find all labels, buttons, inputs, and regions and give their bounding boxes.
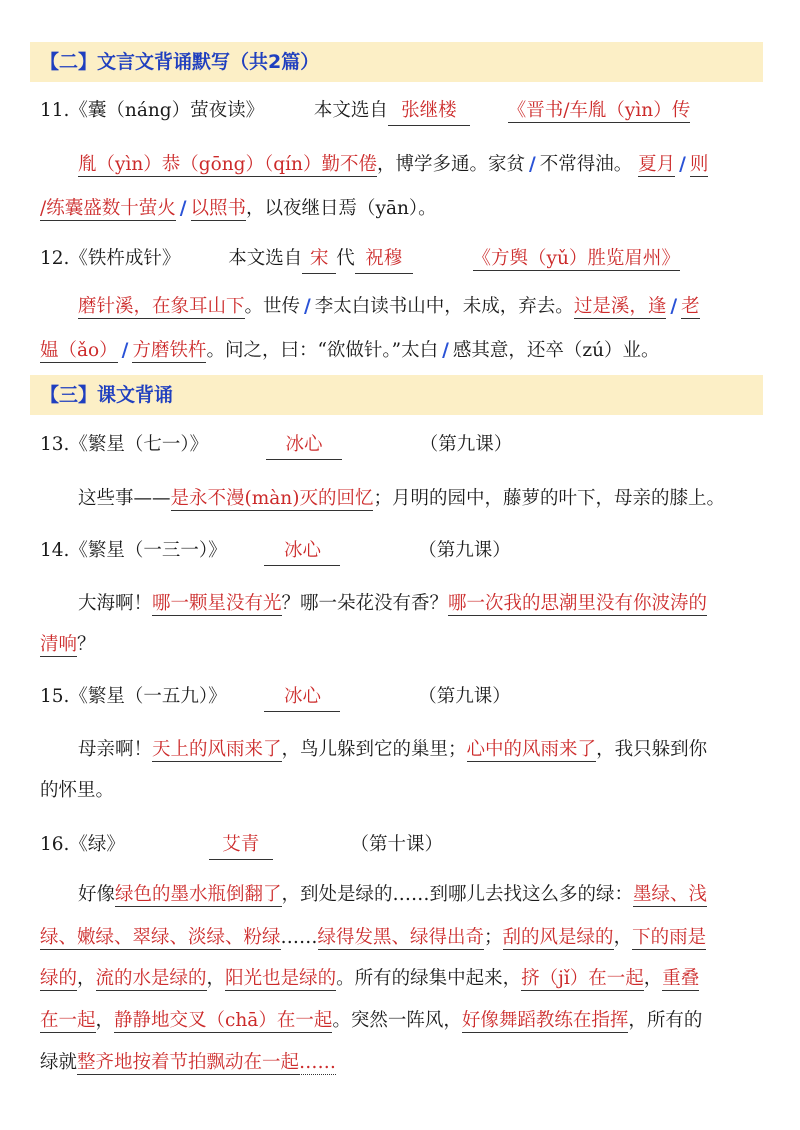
q11-line-2 [78,152,708,178]
q12-dai: 代 [336,248,355,269]
q11-slash-1: / [528,154,536,175]
q11-line-3 [40,196,437,222]
q12-line-2 [78,294,700,320]
q11-text-1: ，博学多通。家贫 [376,154,525,175]
q16-title: 《绿》 [69,834,125,855]
q11-title: 《囊（náng）萤夜读》 [69,100,265,121]
q12-text-4: 感其意，还卒（zú）业。 [452,340,660,361]
q16-answer-4: 绿得发黑、绿得出奇 [317,927,485,948]
q15-line-1 [78,737,707,763]
q11-number: 11. [40,100,70,121]
q16-line-3 [40,966,699,992]
q16-text-13: 绿就 [40,1052,78,1073]
q16-answer-9: 阳光也是绿的 [225,968,337,989]
q16-answer-6: 下的雨是 [632,927,707,948]
q12-slash-4: / [442,340,449,361]
q16-text-4: ； [484,927,503,948]
q14-answer-1: 哪一颗星没有光 [152,593,282,614]
q14-title: 《繁星（一三一）》 [69,540,227,561]
q12-answer-2: 过是溪，逢 [573,296,667,317]
q12-source-label: 本文选自 [228,248,303,269]
q11-answer-4: /练囊盛数十萤火 [40,198,176,219]
q12-number: 12. [40,248,70,269]
q11-answer-2: 夏月 [638,154,676,175]
q11-answer-5: 以照书 [190,198,247,219]
q14-answer-2: 哪一次我的思潮里没有你波涛的 [448,593,708,614]
q11-text-3: ，以夜继日焉（yān）。 [246,198,437,219]
q16-text-7: ， [206,968,226,989]
q11-author: 张继楼 [388,98,470,126]
q15-answer-1: 天上的风雨来了 [152,739,282,760]
q11-answer-1: 胤（yìn）恭（gōng）（qín）勤不倦 [78,154,377,175]
q16-author: 艾青 [209,832,273,860]
q16-text-11: 。突然一阵风， [332,1010,462,1031]
q15-header [40,684,511,712]
q15-text-2: ，鸟儿躲到它的巢里； [281,739,467,760]
q15-title: 《繁星（一五九）》 [69,686,227,707]
q15-number: 15. [40,686,70,707]
q16-text-5: ， [613,927,633,948]
q12-slash-1: / [304,296,311,317]
q12-slash-2: / [670,296,678,317]
q16-answer-2: 墨绿、浅 [633,884,708,905]
q12-answer-1: 磨针溪，在象耳山下 [78,296,245,317]
q13-title: 《繁星（七一）》 [69,434,209,455]
q13-text [78,486,725,512]
q13-text-2: ；月明的园中，藤萝的叶下，母亲的膝上。 [373,488,725,509]
q14-line-2 [40,632,96,658]
q16-answer-3: 绿、嫩绿、翠绿、淡绿、粉绿 [40,927,281,948]
q16-line-5 [40,1050,336,1076]
q12-title: 《铁杵成针》 [69,248,181,269]
q14-number: 14. [40,540,70,561]
q12-text-3: 。问之，曰：“欲做针。”太白 [206,340,439,361]
q11-book: 《晋书/车胤（yìn）传 [507,100,691,121]
q12-book: 《方舆（yǔ）胜览眉州》 [472,248,680,269]
q16-text-6: ， [77,968,96,989]
q11-slash-2: / [679,154,686,175]
q13-number: 13. [40,434,70,455]
q16-answer-1: 绿色的墨水瓶倒翻了 [115,884,282,905]
q15-text-3: ，我只躲到你 [596,739,708,760]
q16-text-3: …… [280,927,318,948]
q14-text-2: ？哪一朵花没有香？ [281,593,449,614]
q16-text-2: ，到处是绿的……到哪儿去找这么多的绿： [281,884,634,905]
q16-answer-7: 绿的 [40,968,78,989]
q15-line-2 [40,778,114,804]
q16-header [40,832,443,860]
q15-text-4: 的怀里。 [40,780,115,801]
q11-slash-3: / [179,198,187,219]
q12-dynasty: 宋 [302,246,336,274]
q14-lesson: （第九课） [418,540,511,561]
q15-lesson: （第九课） [418,686,511,707]
q16-line-2 [40,925,706,951]
q14-text-1: 大海啊！ [78,593,153,614]
q16-text-10: ， [95,1010,115,1031]
q16-line-4 [40,1008,702,1034]
q14-answer-3: 清响 [40,634,78,655]
q16-text-12: ，所有的 [628,1010,703,1031]
q16-answer-11: 重叠 [662,968,700,989]
q13-text-1: 这些事—— [78,488,171,509]
q16-text-14: …… [299,1052,337,1073]
q15-author: 冰心 [264,684,340,712]
q16-answer-12: 在一起 [40,1010,96,1031]
q12-answer-4: 媪（ǎo） [40,340,118,361]
q16-answer-13: 静静地交叉（chā）在一起 [114,1010,333,1031]
q13-lesson: （第九课） [419,434,513,455]
q12-answer-3: 老 [681,296,700,317]
q14-line-1 [78,591,707,617]
q11-source-label: 本文选自 [313,100,388,121]
q16-answer-14: 好像舞蹈教练在指挥 [461,1010,629,1031]
q15-text-1: 母亲啊！ [78,739,153,760]
q12-slash-3: / [121,340,129,361]
q13-header [40,432,512,460]
q14-author: 冰心 [264,538,340,566]
q11-header [40,98,690,126]
q13-answer-1: 是永不漫(màn)灭的回忆 [170,488,374,509]
q16-answer-5: 刮的风是绿的 [502,927,614,948]
q14-text-3: ？ [77,634,96,655]
q12-text-2: 李太白读书山中，未成，弃去。 [314,296,574,317]
q11-answer-3: 则 [689,154,709,175]
q16-text-1: 好像 [78,884,116,905]
q16-answer-8: 流的水是绿的 [95,968,207,989]
q13-author: 冰心 [266,432,342,460]
q16-text-9: ， [643,968,663,989]
q12-header [40,246,680,274]
q12-author: 祝穆 [355,246,413,274]
q16-lesson: （第十课） [350,834,444,855]
q16-text-8: 。所有的绿集中起来， [336,968,522,989]
section-header-classical: 【二】文言文背诵默写（共2篇） [30,42,763,82]
q12-line-3 [40,338,660,364]
q12-answer-5: 方磨铁杵 [132,340,207,361]
q11-text-2: 不常得油。 [539,154,633,175]
q15-answer-2: 心中的风雨来了 [466,739,597,760]
q16-answer-15: 整齐地按着节拍飘动在一起 [77,1052,300,1073]
q12-text-1: 。世传 [244,296,301,317]
section-header-recitation: 【三】课文背诵 [30,375,763,415]
q14-header [40,538,511,566]
q16-number: 16. [40,834,70,855]
q16-answer-10: 挤（jǐ）在一起 [521,968,644,989]
q16-line-1 [78,882,707,908]
